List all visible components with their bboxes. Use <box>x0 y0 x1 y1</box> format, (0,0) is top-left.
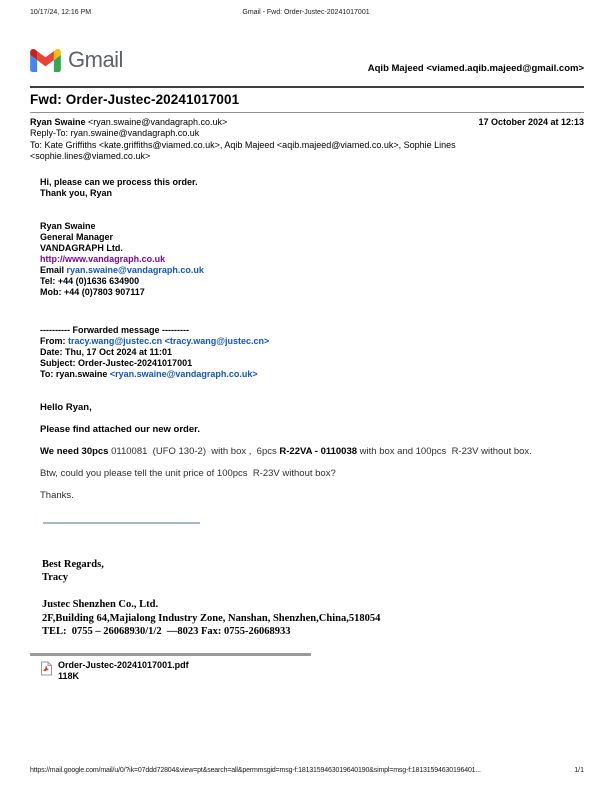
attachment-text <box>58 660 189 682</box>
gmail-logo <box>30 47 123 73</box>
forwarded-from-email-link[interactable]: <tracy.wang@justec.cn> <box>162 336 270 346</box>
to-line-continued: <sophie.lines@viamed.co.uk> <box>30 150 151 161</box>
sender-email: <ryan.swaine@vandagraph.co.uk> <box>85 117 228 127</box>
print-datetime: 10/17/24, 12:16 PM <box>30 9 92 16</box>
signature-mob: Mob: +44 (0)7803 907117 <box>40 287 145 297</box>
unit-price-question: Btw, could you please tell the unit price of 100pcs R-23V without box? <box>40 468 336 479</box>
account-identity: Aqib Majeed <viamed.aqib.majeed@gmail.com> <box>367 63 584 74</box>
subject-title: Fwd: Order-Justec-20241017001 <box>30 92 240 107</box>
signature-name: Ryan Swaine <box>40 221 96 231</box>
from-label: From: <box>40 336 68 346</box>
website-link[interactable]: http://www.vandagraph.co.uk <box>40 254 166 264</box>
justec-address: 2F,Building 64,Majialong Industry Zone, Nanshan, Shenzhen,China,518054 <box>42 612 381 624</box>
signature-role: General Manager <box>40 232 114 242</box>
forwarded-header <box>40 325 584 380</box>
message-date: 17 October 2024 at 12:13 <box>478 117 584 127</box>
gmail-m-icon <box>30 49 61 72</box>
attachment-chip[interactable] <box>40 660 189 682</box>
forwarded-body <box>40 402 584 512</box>
justec-tel-fax: TEL: 0755 – 26068930/1/2 —8023 Fax: 0755-26068933 <box>42 626 291 638</box>
regards-line: Best Regards, <box>42 559 104 570</box>
forwarded-from-line <box>40 336 584 347</box>
print-header <box>0 9 612 21</box>
to-line: To: Kate Griffiths <kate.griffiths@viamed.co.uk>, Aqib Majeed <aqib.majeed@viamed.co.uk>, Sophie Lines <box>30 139 456 150</box>
thanks-line: Thanks. <box>40 490 74 501</box>
attachment-rule <box>30 653 311 656</box>
reply-to-line: Reply-To: ryan.swaine@vandagraph.co.uk <box>30 128 200 139</box>
sender-name: Ryan Swaine <box>30 117 86 127</box>
order-detail-1: 0110081 (UFO 130-2) with box , 6pcs <box>108 446 280 457</box>
signature-company: VANDAGRAPH Ltd. <box>40 243 123 253</box>
page-footer <box>0 767 612 777</box>
sender-line <box>30 117 227 128</box>
body-line: Thank you, Ryan <box>40 188 113 198</box>
attachment-size: 118K <box>58 671 80 681</box>
forwarded-attached-line: Please find attached our new order. <box>40 424 200 435</box>
attachment-filename[interactable]: Order-Justec-20241017001.pdf <box>58 660 189 670</box>
forwarded-divider: ---------- Forwarded message --------- <box>40 325 189 335</box>
to-label: To: ryan.swaine <box>40 369 110 379</box>
order-qty-1: We need 30pcs <box>40 446 109 457</box>
forwarded-date-line: Date: Thu, 17 Oct 2024 at 11:01 <box>40 347 173 357</box>
body-line: Hi, please can we process this order. <box>40 177 198 187</box>
forwarded-to-line <box>40 369 584 380</box>
forwarded-from-link[interactable]: tracy.wang@justec.cn <box>68 336 163 346</box>
pdf-icon <box>40 661 53 676</box>
regards-name: Tracy <box>42 572 69 584</box>
email-label: Email <box>40 265 67 275</box>
order-part-2: R-22VA - 0110038 <box>279 446 358 457</box>
page-indicator: 1/1 <box>574 767 584 774</box>
signature-tel: Tel: +44 (0)1636 634900 <box>40 276 140 286</box>
subject-rule-top <box>30 86 584 88</box>
subject-rule-bottom <box>30 112 584 113</box>
forwarded-to-link[interactable]: <ryan.swaine@vandagraph.co.uk> <box>109 369 258 379</box>
justec-signature <box>42 558 584 638</box>
signature-divider <box>43 522 200 524</box>
order-line <box>40 446 584 457</box>
forwarded-subject-line: Subject: Order-Justec-20241017001 <box>40 358 193 368</box>
signature-email-link[interactable]: ryan.swaine@vandagraph.co.uk <box>66 265 204 275</box>
sender-row <box>30 117 584 128</box>
footer-url: https://mail.google.com/mail/u/0/?ik=07ddd72804&view=pt&search=all&permmsgid=msg-f:1813159463019640190&simpl=msg-f:18131594630196401... <box>30 767 481 774</box>
message-body <box>40 177 584 298</box>
logo-row <box>30 44 584 76</box>
forwarded-greeting: Hello Ryan, <box>40 402 92 413</box>
gmail-wordmark: Gmail <box>68 47 123 72</box>
print-doc-title: Gmail - Fwd: Order-Justec-20241017001 <box>242 9 370 16</box>
message-meta <box>30 117 584 162</box>
order-detail-2: with box and 100pcs R-23V without box. <box>357 446 532 457</box>
justec-company: Justec Shenzhen Co., Ltd. <box>42 599 159 611</box>
